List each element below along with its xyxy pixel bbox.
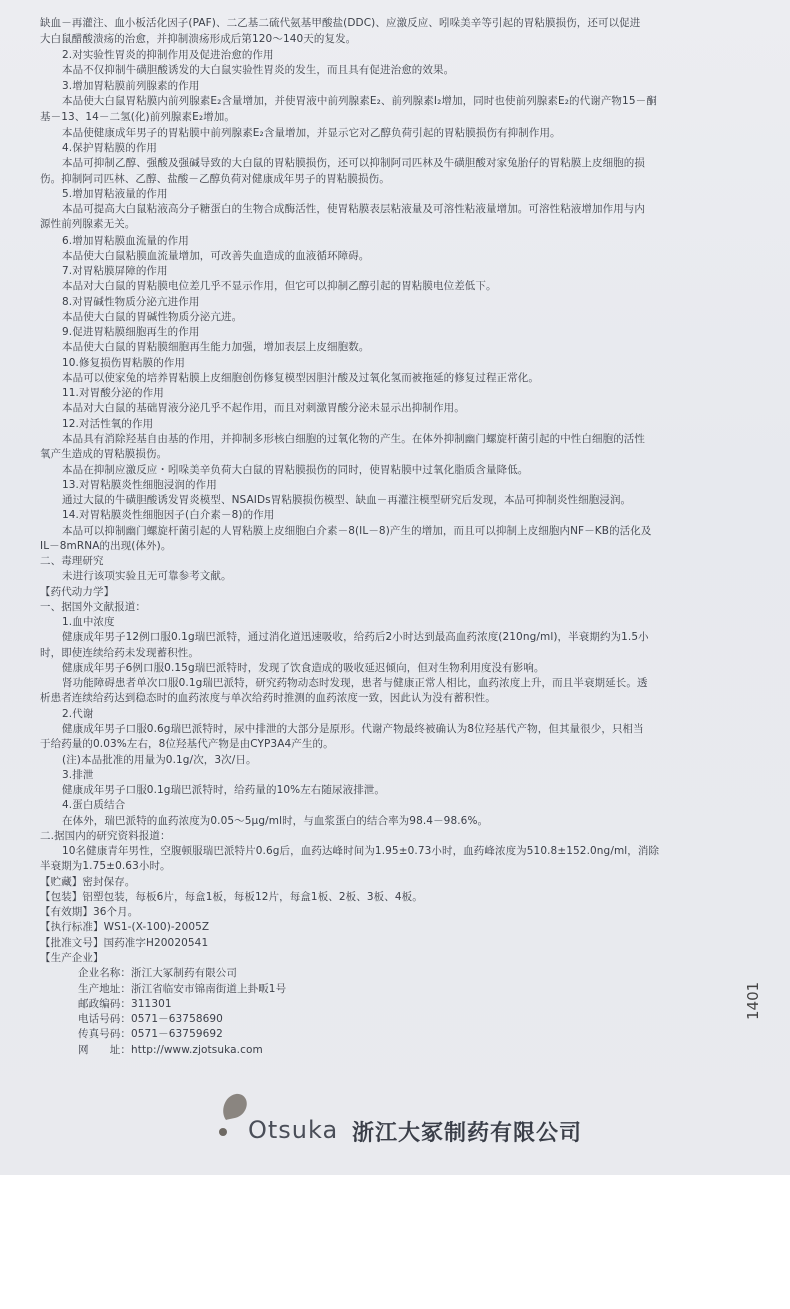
text-line: 本品可抑制乙醇、强酸及强碱导致的大白鼠的胃粘膜损伤，还可以抑制阿司匹林及牛磺胆酸对家兔胎仔的胃粘膜上皮细胞的损 bbox=[62, 157, 645, 169]
text-line: 【包装】铝塑包装，每板6片，每盒1板，每板12片，每盒1板、2板、3板、4板。 bbox=[40, 891, 423, 903]
text-line: 析患者连续给药达到稳态时的血药浓度与单次给药时推测的血药浓度一致，因此认为没有蓄积性。 bbox=[40, 692, 496, 704]
text-line: 半衰期为1.75±0.63小时。 bbox=[40, 860, 171, 872]
text-line: 8.对胃碱性物质分泌亢进作用 bbox=[62, 296, 200, 308]
text-line: 生产地址：浙江省临安市锦南街道上卦畈1号 bbox=[78, 983, 287, 995]
text-line: 13.对胃粘膜炎性细胞浸润的作用 bbox=[62, 479, 217, 491]
text-line: 2.代谢 bbox=[62, 708, 94, 720]
text-line: 二、毒理研究 bbox=[40, 555, 104, 567]
text-line: IL－8mRNA的出现(体外)。 bbox=[40, 540, 172, 552]
text-line: 7.对胃粘膜屏障的作用 bbox=[62, 265, 168, 277]
text-line: 本品使大白鼠的胃碱性物质分泌亢进。 bbox=[62, 311, 243, 323]
text-line: 本品使大白鼠胃粘膜内前列腺素E₂含量增加，并使胃液中前列腺素E₂、前列腺素I₂增加，同时也使前列腺素E₂的代谢产物15－酮 bbox=[62, 95, 657, 107]
text-line: 未进行该项实验且无可靠参考文献。 bbox=[62, 570, 232, 582]
text-line: 于给药量的0.03%左右，8位羟基代产物是由CYP3A4产生的。 bbox=[40, 738, 334, 750]
text-line: 源性前列腺素无关。 bbox=[40, 218, 136, 230]
text-line: 3.排泄 bbox=[62, 769, 94, 781]
text-line: 本品可以抑制幽门螺旋杆菌引起的人胃粘膜上皮细胞白介素－8(IL－8)产生的增加，而且可以抑制上皮细胞内NF－KB的活化及 bbox=[62, 525, 652, 537]
text-line: 一、据国外文献报道： bbox=[40, 601, 146, 613]
brand-name: Otsuka bbox=[248, 1116, 339, 1144]
text-line: 本品可提高大白鼠粘液高分子糖蛋白的生物合成酶活性，使胃粘膜表层粘液量及可溶性粘液量增加。可溶性粘液增加作用与内 bbox=[62, 203, 645, 215]
text-line: 时，即使连续给药未发现蓄积性。 bbox=[40, 647, 199, 659]
text-line: 本品在抑制应激反应・吲哚美辛负荷大白鼠的胃粘膜损伤的同时，使胃粘膜中过氧化脂质含量降低。 bbox=[62, 464, 529, 476]
text-line: 【执行标准】WS1-(X-100)-2005Z bbox=[40, 921, 210, 933]
text-line: 肾功能障碍患者单次口服0.1g瑞巴派特，研究药物动态时发现，患者与健康正常人相比，血药浓度上升，而且半衰期延长。透 bbox=[62, 677, 648, 689]
text-line: 氧产生造成的胃粘膜损伤。 bbox=[40, 448, 168, 460]
text-line: 健康成年男子6例口服0.15g瑞巴派特时，发现了饮食造成的吸收延迟倾向，但对生物利用度没有影响。 bbox=[62, 662, 545, 674]
text-line: 邮政编码：311301 bbox=[78, 998, 172, 1010]
text-line: 【生产企业】 bbox=[40, 952, 104, 964]
text-line: 缺血－再灌注、血小板活化因子(PAF)、二乙基二硫代氨基甲酸盐(DDC)、应激反应、吲哚美辛等引起的胃粘膜损伤，还可以促进 bbox=[40, 17, 641, 29]
text-line: 网 址：http://www.zjotsuka.com bbox=[78, 1044, 263, 1056]
text-line: 企业名称：浙江大冢制药有限公司 bbox=[78, 967, 237, 979]
text-line: 9.促进胃粘膜细胞再生的作用 bbox=[62, 326, 200, 338]
text-line: 通过大鼠的牛磺胆酸诱发胃炎模型、NSAIDs胃粘膜损伤模型、缺血－再灌注模型研究后发现，本品可抑制炎性细胞浸润。 bbox=[62, 494, 632, 506]
text-line: 【药代动力学】 bbox=[40, 586, 115, 598]
text-line: 6.增加胃粘膜血流量的作用 bbox=[62, 235, 189, 247]
page-number: 1401 bbox=[744, 981, 762, 1020]
otsuka-logo-mark-icon bbox=[212, 1090, 252, 1138]
company-logo bbox=[212, 1090, 612, 1150]
text-line: 11.对胃酸分泌的作用 bbox=[62, 387, 164, 399]
text-line: 本品可以使家兔的培养胃粘膜上皮细胞创伤修复模型因胆汁酸及过氧化氢而被拖延的修复过程正常化。 bbox=[62, 372, 539, 384]
text-line: 二.据国内的研究资料报道： bbox=[40, 830, 171, 842]
text-line: (注)本品批准的用量为0.1g/次，3次/日。 bbox=[62, 754, 257, 766]
text-line: 本品使大白鼠的胃粘膜细胞再生能力加强，增加表层上皮细胞数。 bbox=[62, 341, 370, 353]
text-line: 5.增加胃粘液量的作用 bbox=[62, 188, 168, 200]
text-line: 本品对大白鼠的基础胃液分泌几乎不起作用，而且对刺激胃酸分泌未显示出抑制作用。 bbox=[62, 402, 465, 414]
text-line: 【贮藏】密封保存。 bbox=[40, 876, 136, 888]
text-line: 1.血中浓度 bbox=[62, 616, 115, 628]
text-line: 本品使健康成年男子的胃粘膜中前列腺素E₂含量增加，并显示它对乙醇负荷引起的胃粘膜损伤有抑制作用。 bbox=[62, 127, 561, 139]
company-name: 浙江大冢制药有限公司 bbox=[352, 1121, 583, 1146]
text-line: 大白鼠醋酸溃疡的治愈，并抑制溃疡形成后第120～140天的复发。 bbox=[40, 33, 357, 45]
text-line: 14.对胃粘膜炎性细胞因子(白介素－8)的作用 bbox=[62, 509, 275, 521]
text-line: 3.增加胃粘膜前列腺素的作用 bbox=[62, 80, 200, 92]
text-line: 【有效期】36个月。 bbox=[40, 906, 139, 918]
text-line: 2.对实验性胃炎的抑制作用及促进治愈的作用 bbox=[62, 49, 274, 61]
text-line: 健康成年男子口服0.1g瑞巴派特时，给药量的10%左右随尿液排泄。 bbox=[62, 784, 385, 796]
text-line: 传真号码：0571－63759692 bbox=[78, 1028, 223, 1040]
text-line: 电话号码：0571－63758690 bbox=[78, 1013, 223, 1025]
text-line: 在体外，瑞巴派特的血药浓度为0.05～5μg/ml时，与血浆蛋白的结合率为98.4－98.6%。 bbox=[62, 815, 489, 827]
text-line: 本品不仅抑制牛磺胆酸诱发的大白鼠实验性胃炎的发生，而且具有促进治愈的效果。 bbox=[62, 64, 455, 76]
text-line: 4.保护胃粘膜的作用 bbox=[62, 142, 158, 154]
text-line: 10.修复损伤胃粘膜的作用 bbox=[62, 357, 185, 369]
text-line: 伤。抑制阿司匹林、乙醇、盐酸－乙醇负荷对健康成年男子的胃粘膜损伤。 bbox=[40, 173, 390, 185]
text-line: 健康成年男子口服0.6g瑞巴派特时，尿中排泄的大部分是原形。代谢产物最终被确认为8位羟基代产物，但其量很少，只相当 bbox=[62, 723, 644, 735]
text-line: 本品对大白鼠的胃粘膜电位差几乎不显示作用，但它可以抑制乙醇引起的胃粘膜电位差低下。 bbox=[62, 280, 497, 292]
text-line: 10名健康青年男性，空腹顿服瑞巴派特片0.6g后，血药达峰时间为1.95±0.73小时，血药峰浓度为510.8±152.0ng/ml，消除 bbox=[62, 845, 660, 857]
text-line: 4.蛋白质结合 bbox=[62, 799, 126, 811]
text-line: 12.对活性氧的作用 bbox=[62, 418, 154, 430]
text-line: 【批准文号】国药准字H20020541 bbox=[40, 937, 209, 949]
text-line: 健康成年男子12例口服0.1g瑞巴派特，通过消化道迅速吸收，给药后2小时达到最高血药浓度(210ng/ml)，半衰期约为1.5小 bbox=[62, 631, 649, 643]
text-line: 基－13、14－二氢(化)前列腺素E₂增加。 bbox=[40, 111, 235, 123]
text-line: 本品使大白鼠粘膜血流量增加，可改善失血造成的血液循环障碍。 bbox=[62, 250, 370, 262]
text-line: 本品具有消除羟基自由基的作用，并抑制多形核白细胞的过氧化物的产生。在体外抑制幽门螺旋杆菌引起的中性白细胞的活性 bbox=[62, 433, 645, 445]
